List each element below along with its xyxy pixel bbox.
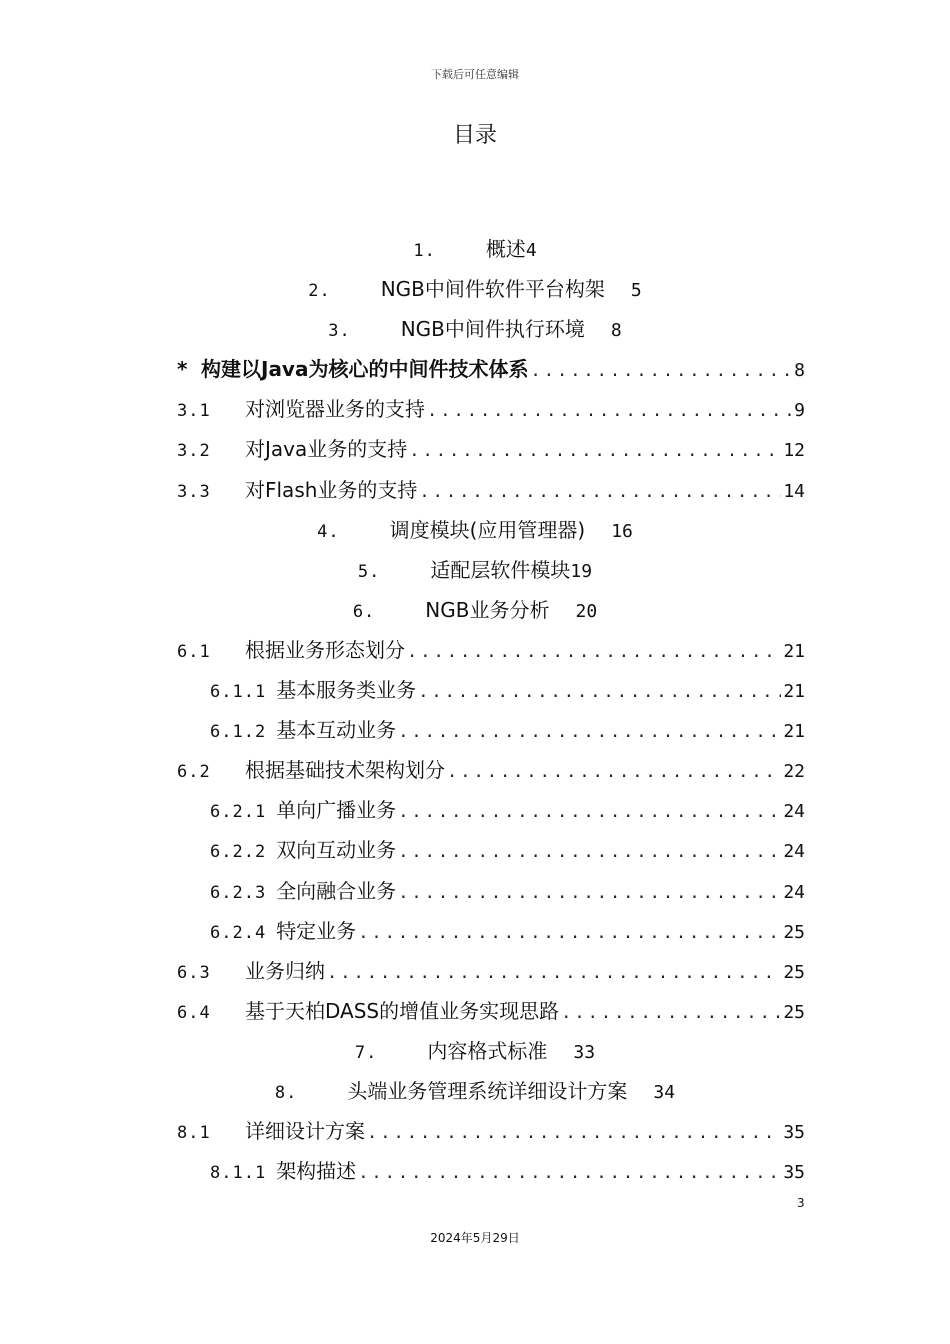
toc-entry-number: 6.4: [177, 1002, 211, 1023]
toc-entry-page: 21: [783, 681, 805, 703]
toc-leader-dots: [358, 913, 781, 953]
toc-entry-number: 6.2.1: [210, 802, 267, 823]
toc-entry-title: 基本互动业务: [276, 718, 397, 743]
toc-entry-number: 6.2.4: [210, 922, 267, 943]
toc-entry[interactable]: [0, 470, 805, 510]
toc-entry-page: 21: [783, 721, 805, 743]
toc-entry-number: 3.: [328, 321, 351, 342]
toc-entry-title: 构建以Java为核心的中间件技术体系: [201, 357, 529, 382]
toc-entry-page: 12: [783, 440, 805, 462]
toc-entry-page: 25: [783, 921, 805, 943]
toc-entry-page: 35: [783, 1122, 805, 1144]
toc-entry[interactable]: [0, 710, 805, 750]
toc-entry-page: 25: [783, 1001, 805, 1023]
toc-entry-number: 5.: [357, 561, 381, 582]
toc-entry[interactable]: [0, 951, 805, 991]
toc-entry-title: 根据基础技术架构划分: [245, 758, 445, 783]
toc-entry-page: 25: [783, 961, 805, 983]
toc-entry[interactable]: [0, 389, 805, 429]
toc-entry-title: 根据业务形态划分: [245, 637, 405, 662]
toc-entry-title: 对Flash业务的支持: [245, 477, 418, 502]
toc-entry[interactable]: [0, 1151, 805, 1191]
toc-entry-number: 8.: [274, 1082, 298, 1103]
toc-entry-number: 6.2.2: [210, 842, 267, 863]
toc-entry-title: 适配层软件模块: [430, 557, 571, 582]
toc-entry-title: 头端业务管理系统详细设计方案: [347, 1078, 628, 1103]
toc-entry-number: 6.2.3: [210, 882, 267, 903]
toc-leader-dots: [418, 672, 781, 712]
toc-entry-page: 21: [783, 640, 805, 662]
toc-entry-title: 调度模块(应用管理器): [389, 517, 586, 542]
toc-leader-dots: [358, 1153, 781, 1193]
toc-entry-title: NGB业务分析: [425, 597, 550, 622]
toc-entry[interactable]: [0, 871, 805, 911]
toc-leader-dots: [409, 431, 781, 471]
toc-entry-bullet: *: [177, 357, 188, 382]
toc-entry-number: 7.: [354, 1042, 378, 1063]
toc-entry[interactable]: [0, 349, 805, 389]
toc-entry[interactable]: [0, 510, 950, 550]
toc-entry-title: 对浏览器业务的支持: [245, 397, 425, 422]
toc-entry-page: 33: [573, 1041, 596, 1063]
toc-entry-title: 单向广播业务: [276, 798, 397, 823]
toc-entry-number: 4.: [317, 521, 340, 542]
toc-entry-title: 全向融合业务: [276, 878, 397, 903]
toc-entry-page: 35: [783, 1162, 805, 1184]
toc-entry-page: 8: [794, 360, 805, 382]
toc-entry-number: 6.: [352, 601, 376, 622]
table-of-contents: [0, 229, 950, 1191]
toc-entry[interactable]: [0, 550, 950, 590]
toc-entry[interactable]: [0, 1111, 805, 1151]
toc-entry-page: 24: [783, 881, 805, 903]
toc-entry-number: 8.1: [177, 1123, 211, 1144]
toc-entry-title: 对Java业务的支持: [245, 437, 408, 462]
toc-entry-page: 22: [783, 761, 805, 783]
toc-entry-title: 基于天柏DASS的增值业务实现思路: [245, 998, 560, 1023]
toc-entry-number: 6.3: [177, 962, 211, 983]
toc-entry-number: 2.: [308, 281, 331, 302]
toc-entry-number: 6.1.2: [210, 722, 267, 743]
toc-entry-page: 5: [630, 280, 642, 302]
toc-entry-number: 3.3: [177, 481, 211, 502]
toc-entry-title: 业务归纳: [245, 958, 325, 983]
toc-leader-dots: [398, 712, 781, 752]
toc-leader-dots: [398, 832, 781, 872]
page-number: 3: [797, 1196, 805, 1210]
page-footer-date: 2024年5月29日: [430, 1231, 520, 1245]
toc-entry-page: 9: [794, 400, 805, 422]
toc-entry[interactable]: [0, 750, 805, 790]
toc-entry-page: 4: [525, 240, 537, 261]
toc-entry-page: 24: [783, 801, 805, 823]
toc-entry-title: 架构描述: [276, 1159, 357, 1184]
toc-entry-page: 16: [611, 520, 633, 542]
toc-entry-page: 34: [653, 1081, 676, 1103]
toc-entry[interactable]: [0, 229, 950, 269]
toc-entry-number: 6.2: [177, 762, 211, 783]
toc-entry[interactable]: [0, 630, 805, 670]
toc-entry[interactable]: [0, 911, 805, 951]
toc-entry-page: 20: [575, 600, 598, 622]
toc-entry[interactable]: [0, 830, 805, 870]
toc-entry-number: 6.1: [177, 641, 211, 662]
toc-entry[interactable]: [0, 590, 950, 630]
toc-entry-title: NGB中间件执行环境: [400, 317, 585, 342]
toc-entry-page: 8: [610, 320, 622, 342]
toc-leader-dots: [561, 993, 781, 1033]
toc-entry-number: 3.1: [177, 401, 211, 422]
page-title: 目录: [452, 123, 497, 148]
toc-entry[interactable]: [0, 670, 805, 710]
toc-entry-title: 双向互动业务: [276, 838, 397, 863]
toc-entry[interactable]: [0, 429, 805, 469]
toc-leader-dots: [327, 953, 781, 993]
toc-entry[interactable]: [0, 790, 805, 830]
toc-entry[interactable]: [0, 991, 805, 1031]
toc-entry[interactable]: [0, 1031, 950, 1071]
toc-entry-number: 6.1.1: [210, 682, 267, 703]
toc-leader-dots: [407, 632, 781, 672]
toc-entry-page: 24: [783, 841, 805, 863]
toc-entry-title: 特定业务: [276, 918, 357, 943]
toc-entry-number: 8.1.1: [210, 1163, 267, 1184]
toc-entry-title: 基本服务类业务: [276, 678, 417, 703]
toc-entry-title: 概述: [485, 237, 526, 261]
toc-entry[interactable]: [0, 269, 950, 309]
toc-entry-page: 19: [570, 560, 593, 582]
toc-entry-number: 1.: [413, 241, 436, 261]
toc-leader-dots: [367, 1113, 781, 1153]
toc-leader-dots: [398, 873, 781, 913]
toc-entry[interactable]: [0, 309, 950, 349]
toc-leader-dots: [530, 351, 792, 391]
toc-entry[interactable]: [0, 1071, 950, 1111]
toc-leader-dots: [419, 472, 781, 512]
toc-leader-dots: [427, 391, 792, 431]
toc-entry-page: 14: [783, 480, 805, 502]
toc-entry-title: NGB中间件软件平台构架: [380, 277, 605, 302]
toc-entry-title: 详细设计方案: [245, 1119, 365, 1144]
toc-leader-dots: [398, 792, 781, 832]
toc-leader-dots: [447, 752, 781, 792]
page-header: 下载后可任意编辑: [431, 68, 519, 81]
toc-entry-title: 内容格式标准: [427, 1038, 548, 1063]
toc-entry-number: 3.2: [177, 441, 211, 462]
